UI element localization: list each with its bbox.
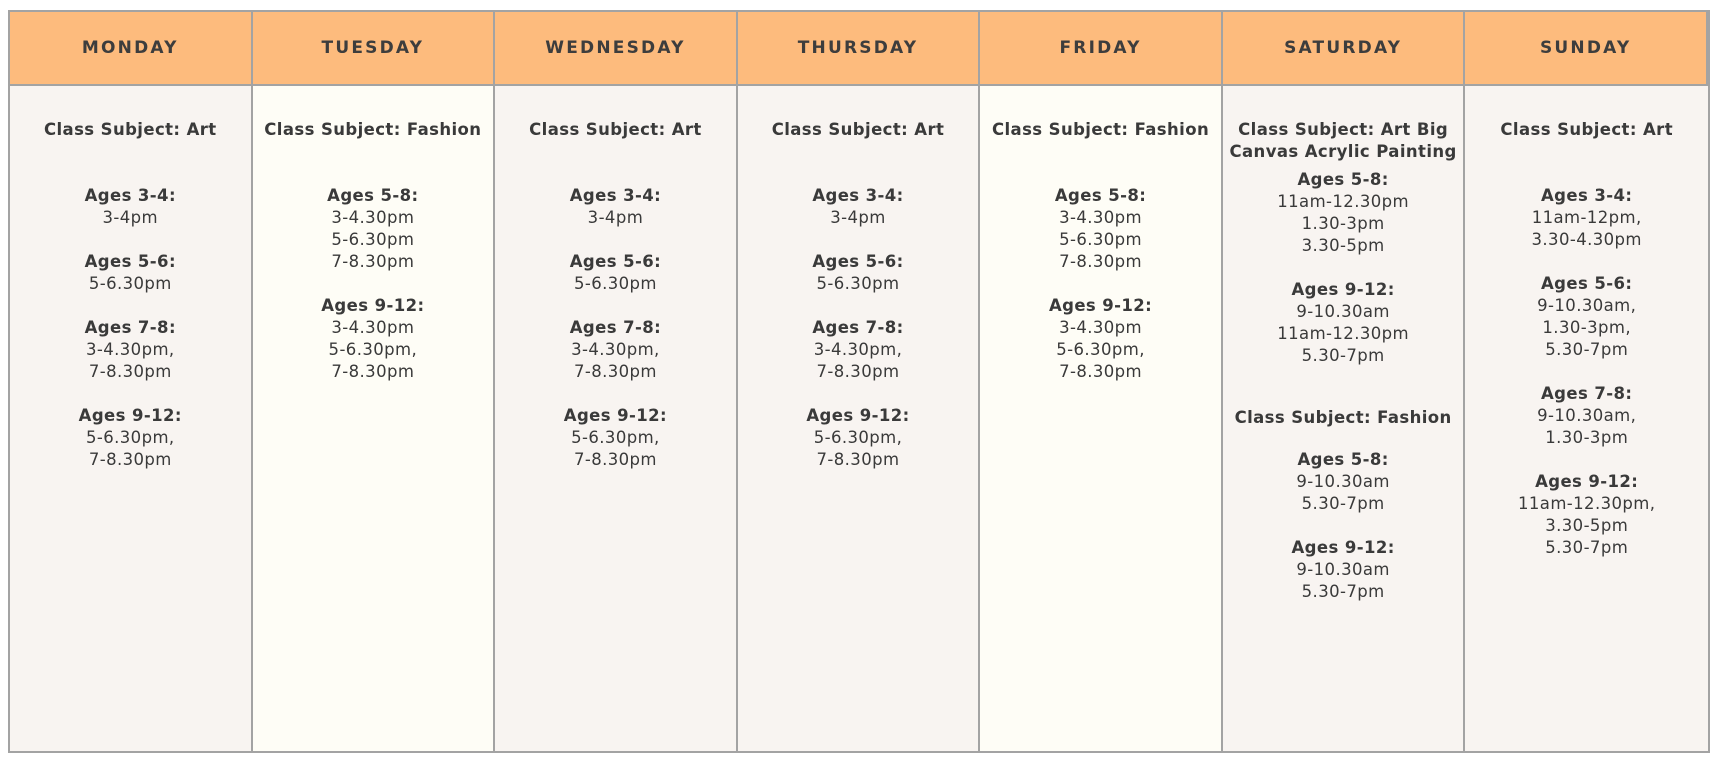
class-time: 5.30-7pm — [1301, 494, 1385, 513]
header-friday: FRIDAY — [980, 12, 1223, 86]
age-group-label: Ages 3-4: — [84, 186, 176, 205]
age-group-label: Ages 7-8: — [1541, 384, 1633, 403]
column-thursday — [738, 86, 981, 751]
class-time: 9-10.30am — [1296, 302, 1390, 321]
age-group-label: Ages 3-4: — [569, 186, 662, 205]
class-time: 7-8.30pm — [331, 252, 415, 271]
class-time: 7-8.30pm — [331, 362, 415, 381]
age-group — [253, 185, 494, 273]
class-time: 7-8.30pm — [88, 362, 172, 381]
class-time: 11am-12pm, — [1531, 208, 1642, 227]
age-group — [738, 251, 979, 295]
age-group-label: Ages 5-8: — [327, 186, 419, 205]
age-group-label: Ages 5-6: — [569, 252, 662, 271]
age-group-list — [495, 185, 736, 471]
class-time: 5.30-7pm — [1545, 538, 1629, 557]
subject-block — [738, 119, 979, 471]
class-time: 7-8.30pm — [1059, 362, 1143, 381]
age-group-label: Ages 9-12: — [1291, 538, 1395, 557]
class-time: 11am-12.30pm — [1277, 324, 1409, 343]
class-subject-title: Class Subject: Art — [529, 120, 702, 139]
subject-block — [253, 119, 494, 383]
class-time: 5-6.30pm, — [813, 428, 903, 447]
class-time: 5-6.30pm, — [328, 340, 418, 359]
class-time: 7-8.30pm — [573, 362, 657, 381]
class-subject-title: Class Subject: Art Big Canvas Acrylic Painting — [1229, 120, 1457, 161]
header-monday: MONDAY — [10, 12, 253, 86]
age-group-label: Ages 5-8: — [1297, 170, 1389, 189]
age-group-list — [1223, 169, 1464, 367]
class-time: 5-6.30pm — [88, 274, 172, 293]
age-group — [738, 317, 979, 383]
class-time: 3.30-5pm — [1301, 236, 1385, 255]
class-time: 1.30-3pm, — [1542, 318, 1631, 337]
column-sunday — [1465, 86, 1708, 751]
class-time: 3-4.30pm — [1059, 318, 1143, 337]
class-time: 5-6.30pm — [1059, 230, 1143, 249]
age-group-list — [980, 185, 1221, 383]
class-subject-title: Class Subject: Art — [1500, 120, 1673, 139]
class-time: 1.30-3pm — [1301, 214, 1385, 233]
header-wednesday: WEDNESDAY — [495, 12, 738, 86]
class-time: 5.30-7pm — [1301, 582, 1385, 601]
class-subject-title: Class Subject: Fashion — [264, 120, 482, 139]
subject-block — [1465, 119, 1708, 559]
age-group — [495, 251, 736, 295]
class-time: 3-4.30pm — [1059, 208, 1143, 227]
age-group-list — [1223, 449, 1464, 603]
age-group-label: Ages 7-8: — [812, 318, 904, 337]
age-group — [980, 185, 1221, 273]
column-wednesday — [495, 86, 738, 751]
age-group — [1465, 185, 1708, 251]
class-time: 11am-12.30pm, — [1518, 494, 1656, 513]
subject-block — [980, 119, 1221, 383]
age-group — [495, 185, 736, 229]
class-time: 7-8.30pm — [573, 450, 657, 469]
weekly-class-timetable — [8, 10, 1710, 753]
subject-block — [10, 119, 251, 471]
column-friday — [980, 86, 1223, 751]
age-group-label: Ages 7-8: — [84, 318, 176, 337]
age-group — [10, 405, 251, 471]
class-time: 7-8.30pm — [816, 450, 900, 469]
class-time: 9-10.30am, — [1537, 406, 1637, 425]
age-group-list — [1465, 185, 1708, 559]
class-time: 3-4.30pm, — [571, 340, 660, 359]
class-time: 3.30-5pm — [1545, 516, 1629, 535]
age-group-label: Ages 5-6: — [812, 252, 904, 271]
class-time: 11am-12.30pm — [1277, 192, 1409, 211]
class-time: 5.30-7pm — [1545, 340, 1629, 359]
age-group — [10, 185, 251, 229]
class-time: 3-4.30pm, — [813, 340, 903, 359]
age-group — [1223, 537, 1464, 603]
header-tuesday: TUESDAY — [253, 12, 496, 86]
age-group-list — [10, 185, 251, 471]
age-group-label: Ages 9-12: — [1535, 472, 1639, 491]
age-group-list — [738, 185, 979, 471]
age-group-label: Ages 5-8: — [1054, 186, 1147, 205]
age-group-label: Ages 5-8: — [1297, 450, 1389, 469]
header-thursday: THURSDAY — [738, 12, 981, 86]
class-time: 5-6.30pm — [331, 230, 415, 249]
class-time: 9-10.30am — [1296, 472, 1390, 491]
class-time: 3.30-4.30pm — [1531, 230, 1642, 249]
age-group-label: Ages 9-12: — [563, 406, 668, 425]
class-time: 3-4.30pm — [331, 318, 415, 337]
header-sunday: SUNDAY — [1465, 12, 1708, 86]
class-time: 5-6.30pm, — [1056, 340, 1145, 359]
class-time: 3-4pm — [102, 208, 159, 227]
age-group — [1223, 279, 1464, 367]
subject-block — [1223, 407, 1464, 603]
subject-block — [1223, 119, 1464, 367]
class-time: 9-10.30am, — [1537, 296, 1637, 315]
class-subject-title: Class Subject: Fashion — [1234, 408, 1452, 427]
age-group-label: Ages 5-6: — [1541, 274, 1633, 293]
class-subject-title: Class Subject: Fashion — [991, 120, 1210, 139]
class-time: 3-4.30pm, — [85, 340, 175, 359]
class-time: 5-6.30pm, — [571, 428, 660, 447]
class-time: 5-6.30pm — [573, 274, 657, 293]
class-time: 9-10.30am — [1296, 560, 1390, 579]
class-time: 3-4pm — [830, 208, 886, 227]
class-subject-title: Class Subject: Art — [43, 120, 217, 139]
class-time: 1.30-3pm — [1545, 428, 1629, 447]
age-group — [495, 317, 736, 383]
column-saturday — [1223, 86, 1466, 751]
age-group — [1465, 273, 1708, 361]
subject-block — [495, 119, 736, 471]
class-time: 7-8.30pm — [1059, 252, 1143, 271]
age-group — [738, 185, 979, 229]
age-group — [10, 251, 251, 295]
age-group — [738, 405, 979, 471]
column-tuesday — [253, 86, 496, 751]
age-group — [495, 405, 736, 471]
age-group — [10, 317, 251, 383]
age-group-label: Ages 9-12: — [78, 406, 182, 425]
age-group-label: Ages 3-4: — [1541, 186, 1633, 205]
class-time: 3-4pm — [587, 208, 644, 227]
class-time: 7-8.30pm — [816, 362, 900, 381]
class-time: 5-6.30pm, — [85, 428, 175, 447]
age-group-label: Ages 9-12: — [1291, 280, 1395, 299]
age-group — [1223, 449, 1464, 515]
age-group — [1465, 383, 1708, 449]
age-group — [980, 295, 1221, 383]
age-group-label: Ages 5-6: — [84, 252, 176, 271]
class-subject-title: Class Subject: Art — [771, 120, 945, 139]
age-group-label: Ages 9-12: — [806, 406, 910, 425]
age-group-list — [253, 185, 494, 383]
class-time: 5.30-7pm — [1301, 346, 1385, 365]
class-time: 3-4.30pm — [331, 208, 415, 227]
class-time: 7-8.30pm — [88, 450, 172, 469]
age-group-label: Ages 3-4: — [812, 186, 904, 205]
class-time: 5-6.30pm — [816, 274, 900, 293]
age-group-label: Ages 9-12: — [321, 296, 425, 315]
column-monday — [10, 86, 253, 751]
age-group — [1465, 471, 1708, 559]
header-saturday: SATURDAY — [1223, 12, 1466, 86]
age-group-label: Ages 9-12: — [1048, 296, 1153, 315]
age-group — [253, 295, 494, 383]
age-group — [1223, 169, 1464, 257]
age-group-label: Ages 7-8: — [569, 318, 662, 337]
